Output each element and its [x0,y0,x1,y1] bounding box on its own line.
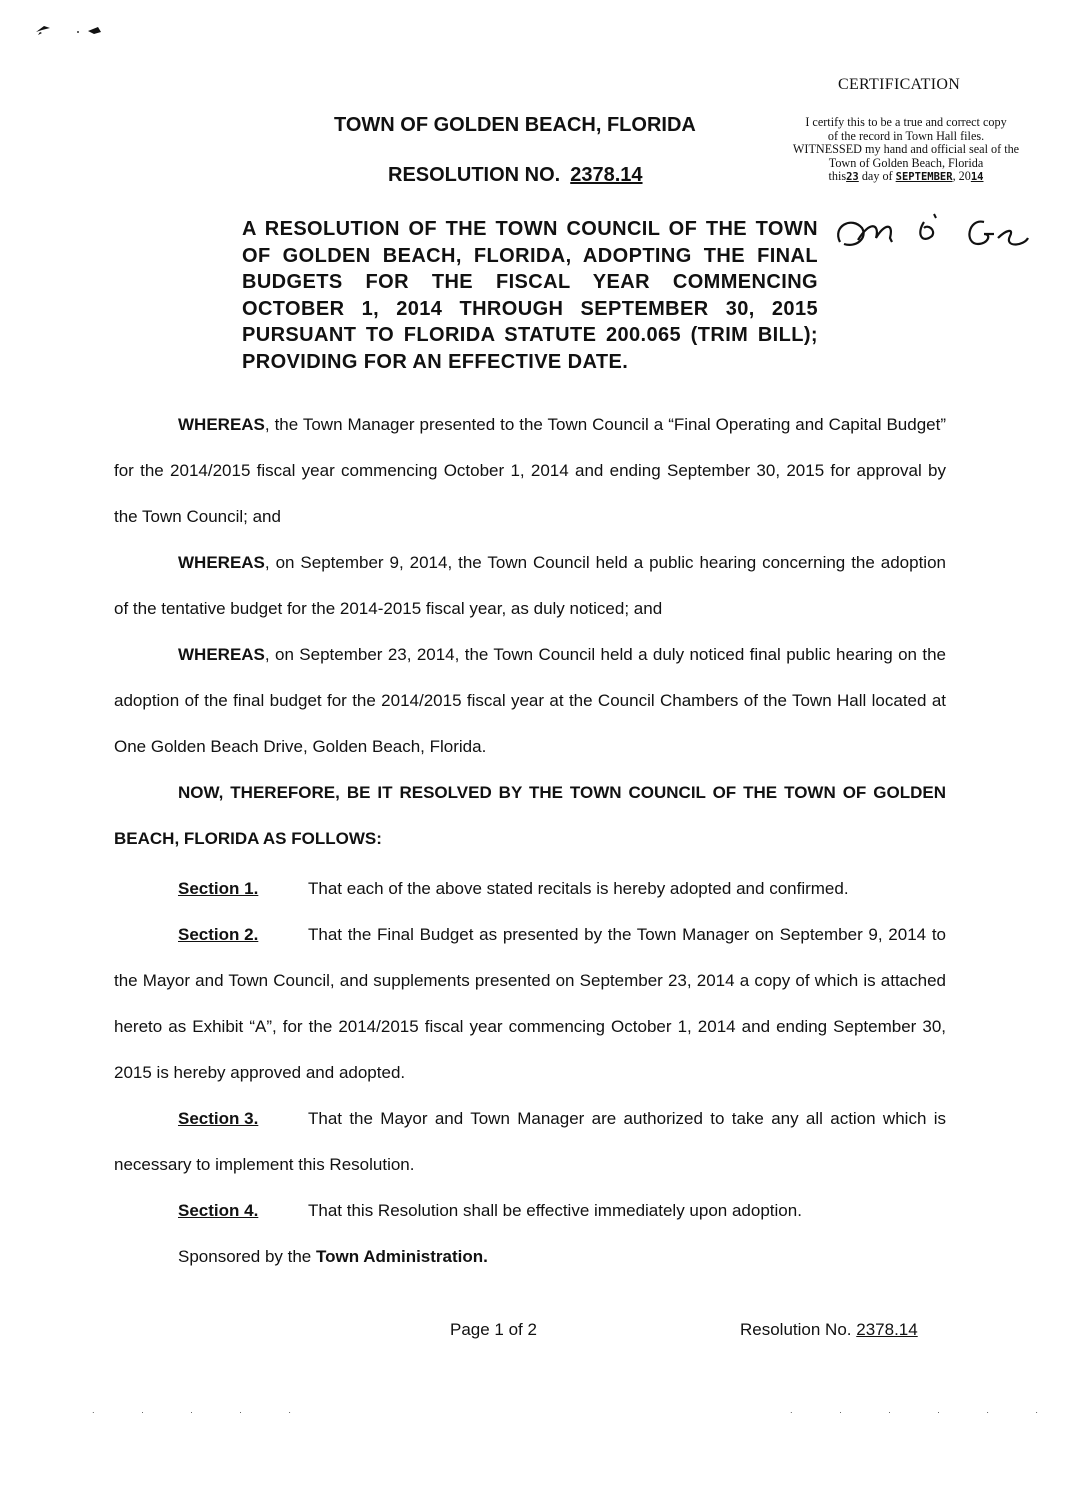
handwritten-month: SEPTEMBER [895,171,953,184]
certification-line: Town of Golden Beach, Florida [828,155,984,170]
whereas-paragraph-2: WHEREAS, on September 9, 2014, the Town Council held a public hearing concerning the adoption of the tentative budget for the 2014-2015 fiscal year, as duly noticed; and [114,553,946,618]
certification-line: WITNESSED my hand and official seal of the [792,142,1020,157]
handwritten-signature [828,208,1040,264]
section-label: Section 3. [178,1109,259,1128]
section-label: Section 1. [178,879,259,898]
certification-line: I certify this to be a true and correct copy [805,115,1007,129]
section-label: Section 4. [178,1201,259,1220]
certification-line: of the record in Town Hall files. [827,128,985,143]
section-2: Section 2. That the Final Budget as presented by the Town Manager on September 9, 2014 to the Mayor and Town Council, and supplements presented on September 23, 2014 a copy of which is attached hereto as Exhibit “A”, for the 2014/2015 fiscal year commencing October 1, 2014 and ending September 30, 2015 is hereby approved and adopted. [114,912,946,1096]
sponsor-name: Town Administration. [315,1247,488,1266]
section-label: Section 2. [178,925,259,944]
scan-noise: . . . . . [92,1406,313,1415]
whereas-label: WHEREAS [178,645,265,664]
certification-stamp [748,116,1064,185]
whereas-paragraph-3: WHEREAS, on September 23, 2014, the Town Council held a duly noticed final public hearing on the adoption of the final budget for the 2014/2015 fiscal year at the Council Chambers of the Town Hall located at One Golden Beach Drive, Golden Beach, Florida. [114,645,946,756]
section-1: Section 1. That each of the above stated recitals is hereby adopted and confirmed. [114,866,946,912]
footer-resolution: Resolution No. 2378.14 [740,1320,918,1339]
resolution-number: 2378.14 [570,164,643,186]
page-number: Page 1 of 2 [450,1320,537,1339]
resolution-title: RESOLUTION NO. 2378.14 [388,164,643,186]
certification-heading: CERTIFICATION [838,76,961,93]
whereas-label: WHEREAS [178,553,265,572]
whereas-paragraph-1: WHEREAS, the Town Manager presented to the Town Council a “Final Operating and Capital Budget” for the 2014/2015 fiscal year commencing October 1, 2014 and ending September 30, 2015 for approval by the Town Council; and [114,415,946,526]
resolution-heading: A RESOLUTION OF THE TOWN COUNCIL OF THE TOWN OF GOLDEN BEACH, FLORIDA, ADOPTING THE FINAL BUDGETS FOR THE FISCAL YEAR COMMENCING OCTOBER 1, 2014 THROUGH SEPTEMBER 30, 2015 PURSUANT TO FLORIDA STATUTE 200.065 (TRIM BILL); PROVIDING FOR AN EFFECTIVE DATE. [242,218,818,373]
section-4: Section 4. That this Resolution shall be effective immediately upon adoption. [114,1188,946,1234]
handwritten-year: 14 [970,171,984,184]
footer-resolution-number: 2378.14 [856,1320,918,1339]
scan-noise: . . . . . . [790,1406,1060,1415]
resolved-clause: NOW, THEREFORE, BE IT RESOLVED BY THE TOWN COUNCIL OF THE TOWN OF GOLDEN BEACH, FLORIDA AS FOLLOWS: [114,783,946,848]
handwritten-day: 23 [846,171,859,184]
certification-date-line: this23 day of SEPTEMBER, 2014 [828,169,984,184]
scan-mark [30,14,110,42]
section-3: Section 3. That the Mayor and Town Manager are authorized to take any all action which is necessary to implement this Resolution. [114,1096,946,1188]
sponsor-line: Sponsored by the Town Administration. [178,1247,488,1266]
town-title: TOWN OF GOLDEN BEACH, FLORIDA [334,114,696,136]
whereas-label: WHEREAS [178,415,265,434]
